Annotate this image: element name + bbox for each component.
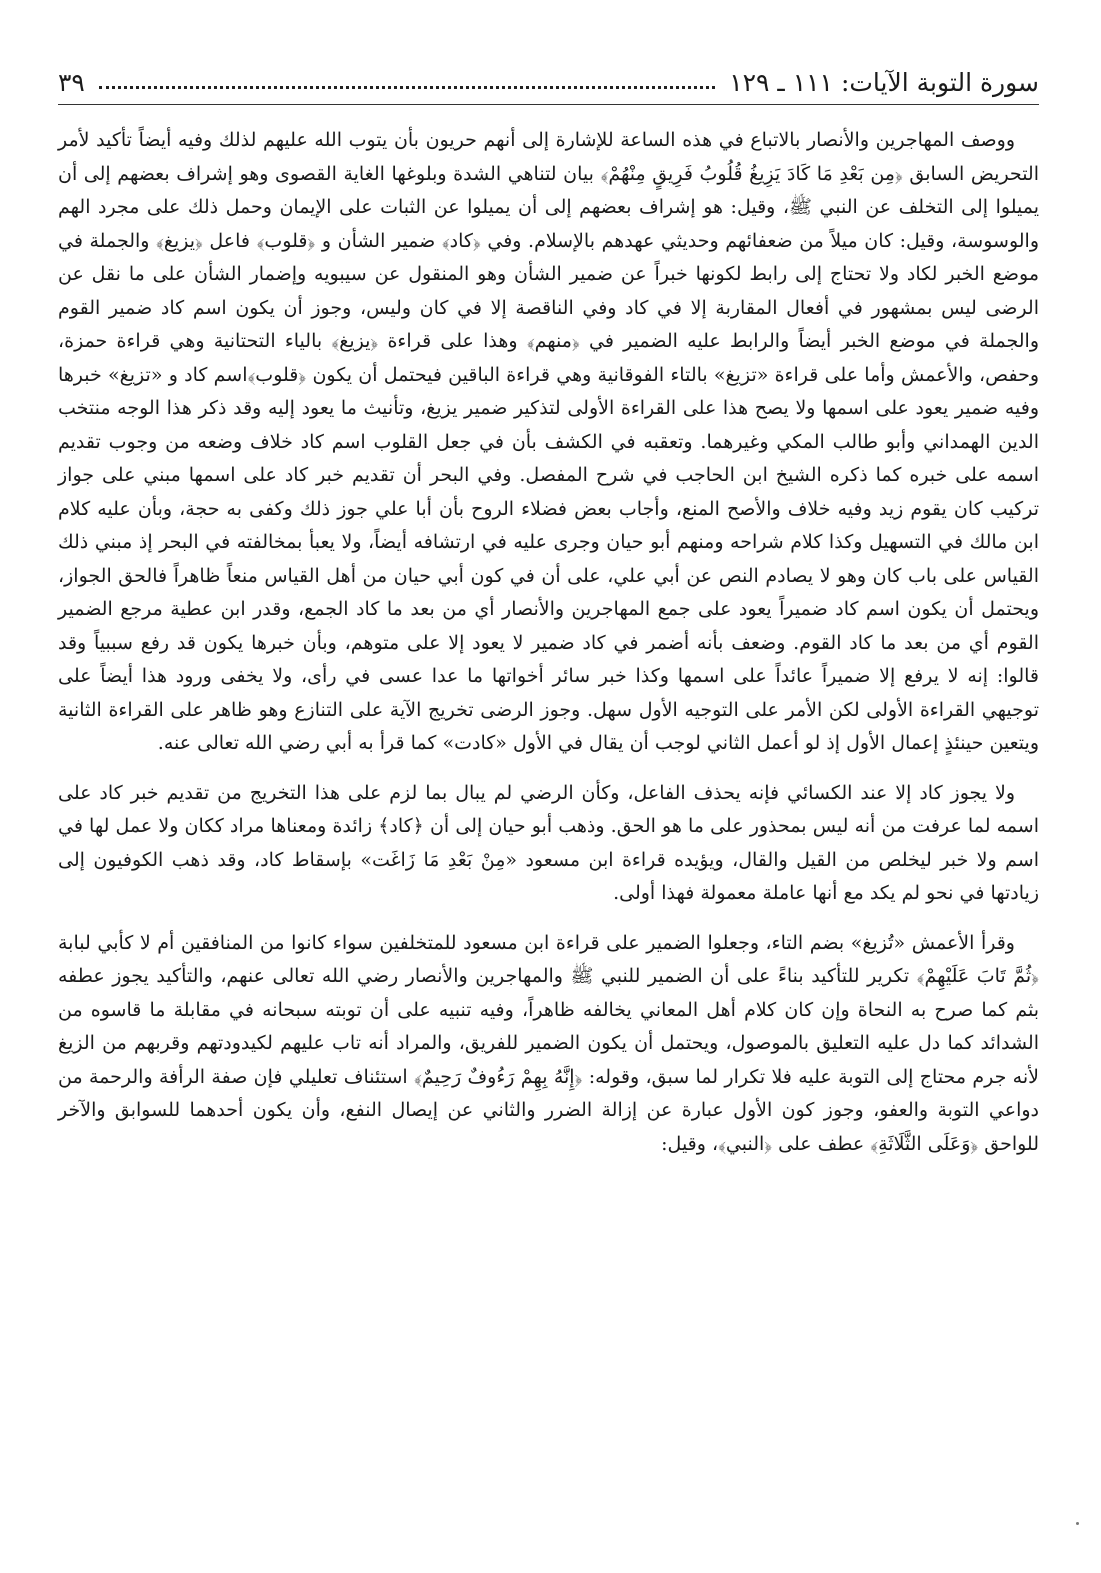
header-dot-leader bbox=[99, 86, 715, 89]
page-number: ٣٩ bbox=[58, 67, 85, 97]
page-header bbox=[58, 60, 1039, 104]
paragraph-2: ولا يجوز كاد إلا عند الكسائي فإنه يحذف الفاعل، وكأن الرضي لم يبال بما لزم على هذا التخريج من تقديم خبر كاد على اسمه لما عرفت من أنه ليس بمحذور على ما هو الحق. وذهب أبو حيان إلى أن ﴿كاد﴾ زائدة ومعناها مراد ككان ولا عمل لها في اسم ولا خبر ليخلص من القيل والقال، ويؤيده قراءة ابن مسعود «مِنْ بَعْدِ مَا زَاغَت» بإسقاط كاد، وقد ذهب الكوفيون إلى زيادتها في نحو لم يكد مع أنها عاملة معمولة فهذا أولى. bbox=[58, 781, 1039, 904]
paragraph-1: ووصف المهاجرين والأنصار بالاتباع في هذه الساعة للإشارة إلى أنهم حريون بأن يتوب الله عليهم لذلك وفيه أيضاً تأكيد لأمر التحريض السابق ﴿مِن بَعْدِ مَا كَادَ يَزِيغُ قُلُوبُ فَرِيقٍ مِنْهُمْ﴾ بيان لتناهي الشدة وبلوغها الغاية القصوى وهو إشراف بعضهم إلى أن يميلوا إلى التخلف عن النبي ﷺ، وقيل: هو إشراف بعضهم إلى أن يميلوا عن الثبات على الإيمان وحمل ذلك على مجرد الهم والوسوسة، وقيل: كان ميلاً من ضعفائهم وحديثي عهدهم بالإسلام. وفي ﴿كاد﴾ ضمير الشأن و ﴿قلوب﴾ فاعل ﴿يزيغ﴾ والجملة في موضع الخبر لكاد ولا تحتاج إلى رابط لكونها خبراً عن ضمير الشأن وهو المنقول عن سيبويه وإضمار الشأن على ما نقل عن الرضى ليس بمشهور في أفعال المقاربة إلا في كاد وفي الناقصة إلا في كان وليس، وجوز أن يكون اسم كاد ضمير القوم والجملة في موضع الخبر أيضاً والرابط عليه الضمير في ﴿منهم﴾ وهذا على قراءة ﴿يزيغ﴾ بالياء التحتانية وهي قراءة حمزة، وحفص، والأعمش وأما على قراءة «تزيغ» بالتاء الفوقانية وهي قراءة الباقين فيحتمل أن يكون ﴿قلوب﴾اسم كاد و «تزيغ» خبرها وفيه ضمير يعود على اسمها ولا يصح هذا على القراءة الأولى لتذكير ضمير يزيغ، وتأنيث ما يعود إليه وقد ذكر هذا الوجه منتخب الدين الهمداني وأبو طالب المكي وغيرهما. وتعقبه في الكشف بأن في جعل القلوب اسم كاد خلاف وضعه من وجوب تقديم اسمه على خبره كما ذكره الشيخ ابن الحاجب في شرح المفصل. وفي البحر أن تقديم خبر كاد على اسمها مبني على جواز تركيب كان يقوم زيد وفيه خلاف والأصح المنع، وأجاب بعض فضلاء الروح بأن أبا علي جوز ذلك وكفى به حجة، وبأن عليه كلام ابن مالك في التسهيل وكذا كلام شراحه ومنهم أبو حيان وجرى عليه في ارتشافه أيضاً، ولا يعبأ بمخالفته في البحر إذ مبني ذلك القياس على باب كان وهو لا يصادم النص عن أبي علي، على أن في كون أبي حيان من أهل القياس منعاً ظاهراً فالحق الجواز، ويحتمل أن يكون اسم كاد ضميراً يعود على جمع المهاجرين والأنصار أي من بعد ما كاد الجمع، وقدر ابن عطية مرجع الضمير القوم أي من بعد ما كاد القوم. وضعف بأنه أضمر في كاد ضمير لا يعود إلا على متوهم، وبأن خبرها يكون قد رفع سببياً وقد قالوا: إنه لا يرفع إلا ضميراً عائداً على اسمها وكذا خبر سائر أخواتها ما عدا عسى في رأى، ولا يخفى ورود هذا أيضاً على توجيهي القراءة الأولى لكن الأمر على التوجيه الأول سهل. وجوز الرضى تخريج الآية على التنازع وهو ظاهر على القراءة الثانية ويتعين حينئذٍ إعمال الأول إذ لو أعمل الثاني لوجب أن يقال في الأول «كادت» كما قرأ به أبي رضي الله تعالى عنه. bbox=[58, 129, 1039, 754]
paragraph-3: وقرأ الأعمش «تُزيغ» بضم التاء، وجعلوا الضمير على قراءة ابن مسعود للمتخلفين سواء كانوا من المنافقين أم لا كأبي لبابة ﴿ثُمَّ تَابَ عَلَيْهِمْ﴾ تكرير للتأكيد بناءً على أن الضمير للنبي ﷺ والمهاجرين والأنصار رضي الله تعالى عنهم، والتأكيد يجوز عطفه بثم كما صرح به النحاة وإن كان كلام أهل المعاني يخالفه ظاهراً، وفيه تنبيه على أن توبته سبحانه في مقابلة ما قاسوه من الشدائد كما دل عليه التعليق بالموصول، ويحتمل أن يكون الضمير للفريق، والمراد أنه تاب عليهم لكيدودتهم وقربهم من الزيغ لأنه جرم محتاج إلى التوبة عليه فلا تكرار لما سبق، وقوله: ﴿إِنَّهُ بِهِمْ رَءُوفٌ رَحِيمٌ﴾ استئناف تعليلي فإن صفة الرأفة والرحمة من دواعي التوبة والعفو، وجوز كون الأول عبارة عن إزالة الضرر والثاني عن إيصال النفع، وأن يكون أحدهما للسوابق والآخر للواحق ﴿وَعَلَى الثَّلَاثَةِ﴾ عطف على ﴿النبي﴾، وقيل: bbox=[58, 931, 1039, 1155]
header-rule bbox=[58, 104, 1039, 105]
main-text bbox=[58, 124, 1039, 1177]
running-title: سورة التوبة الآيات: ١١١ ـ ١٢٩ bbox=[729, 67, 1039, 97]
scan-speck bbox=[1076, 1522, 1079, 1525]
